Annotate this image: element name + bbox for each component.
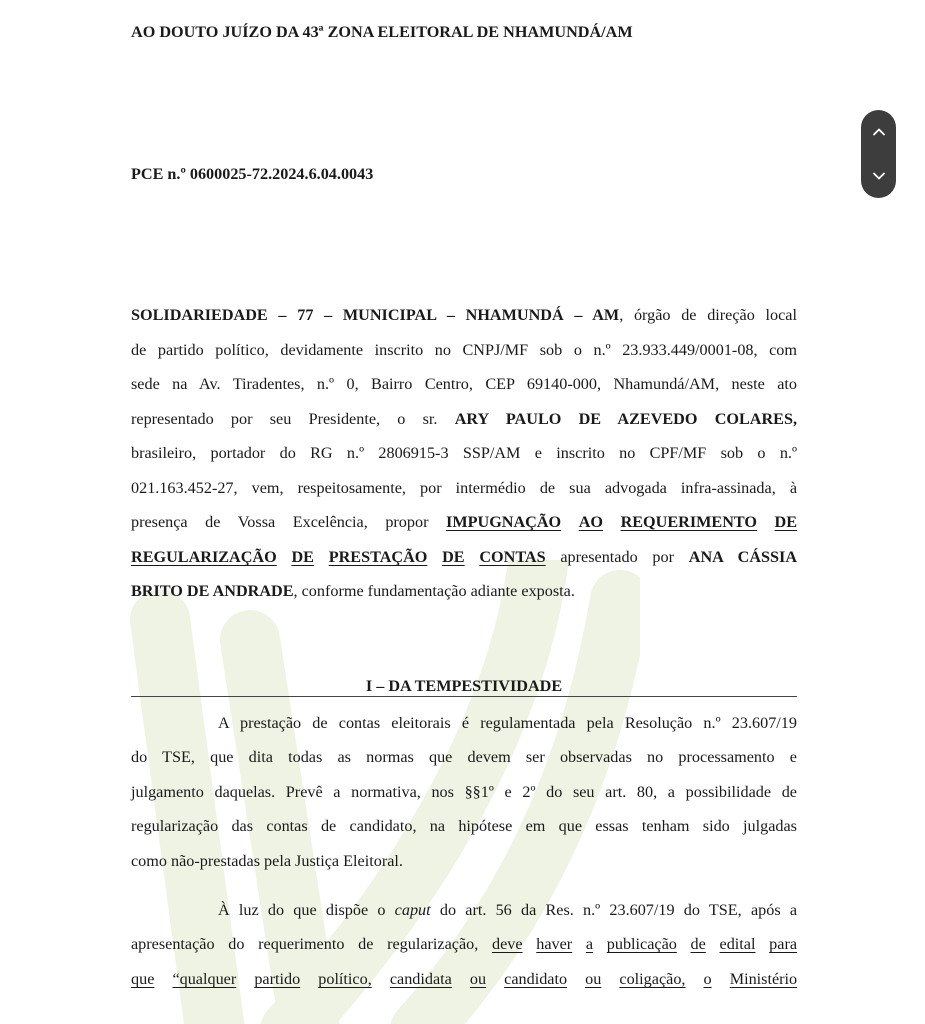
candidate-name-part2: BRITO DE ANDRADE [131,582,294,600]
scroll-up-button[interactable] [861,110,896,154]
candidate-name-part1: ANA CÁSSIA [688,548,798,566]
s1-line-1: A prestação de contas eleitorais é regulamentada pela Resolução n.º 23.607/19 [218,714,797,732]
intro-line-8: REGULARIZAÇÃO DE PRESTAÇÃO DE CONTAS apresentado por ANA CÁSSIA [131,548,798,566]
s2-line-2: apresentação do requerimento de regularização, deve haver a publicação de edital para [131,935,798,953]
intro-line-5: brasileiro, portador do RG n.º 2806915-3 SSP/AM e inscrito no CPF/MF sob o n.º [131,444,797,462]
intro-line-4: representado por seu Presidente, o sr. ARY PAULO DE AZEVEDO COLARES, [131,410,798,428]
chevron-down-icon [871,168,887,184]
intro-line-7: presença de Vossa Excelência, propor IMPUGNAÇÃO AO REQUERIMENTO DE [131,513,798,531]
scroll-down-button[interactable] [861,154,896,198]
s1-line-2: do TSE, que dita todas as normas que devem ser observadas no processamento e [131,748,797,766]
intro-line-3: sede na Av. Tiradentes, n.º 0, Bairro Centro, CEP 69140-000, Nhamundá/AM, neste ato [131,375,797,393]
addressee-heading: AO DOUTO JUÍZO DA 43ª ZONA ELEITORAL DE NHAMUNDÁ/AM [131,23,633,41]
case-number: PCE n.º 0600025-72.2024.6.04.0043 [131,165,374,183]
president-name: ARY PAULO DE AZEVEDO COLARES, [454,410,798,428]
section-title: I – DA TEMPESTIVIDADE [365,677,563,695]
s2-line-1: À luz do que dispõe o caput do art. 56 da Res. n.º 23.607/19 do TSE, após a [218,901,798,919]
party-name: SOLIDARIEDADE – 77 – MUNICIPAL – NHAMUNDÁ – AM [131,306,620,324]
s2-line-3: que “qualquer partido político, candidata ou candidato ou coligação, o Ministério [131,970,798,988]
intro-line-9: BRITO DE ANDRADE, conforme fundamentação adiante exposta. [131,582,575,600]
section-divider [131,696,797,697]
page-navigation [861,110,896,198]
chevron-up-icon [871,124,887,140]
s1-line-5: como não-prestadas pela Justiça Eleitoral. [131,852,403,870]
s1-line-4: regularização das contas de candidato, na hipótese em que essas tenham sido julgadas [131,817,797,835]
s1-line-3: julgamento daquelas. Prevê a normativa, nos §§1º e 2º do seu art. 80, a possibilidade de [131,783,797,801]
intro-line-2: de partido político, devidamente inscrito no CNPJ/MF sob o n.º 23.933.449/0001-08, com [131,341,797,359]
intro-line-1: SOLIDARIEDADE – 77 – MUNICIPAL – NHAMUNDÁ – AM, órgão de direção local [131,306,797,324]
intro-line-6: 021.163.452-27, vem, respeitosamente, por intermédio de sua advogada infra-assinada, à [131,479,797,497]
